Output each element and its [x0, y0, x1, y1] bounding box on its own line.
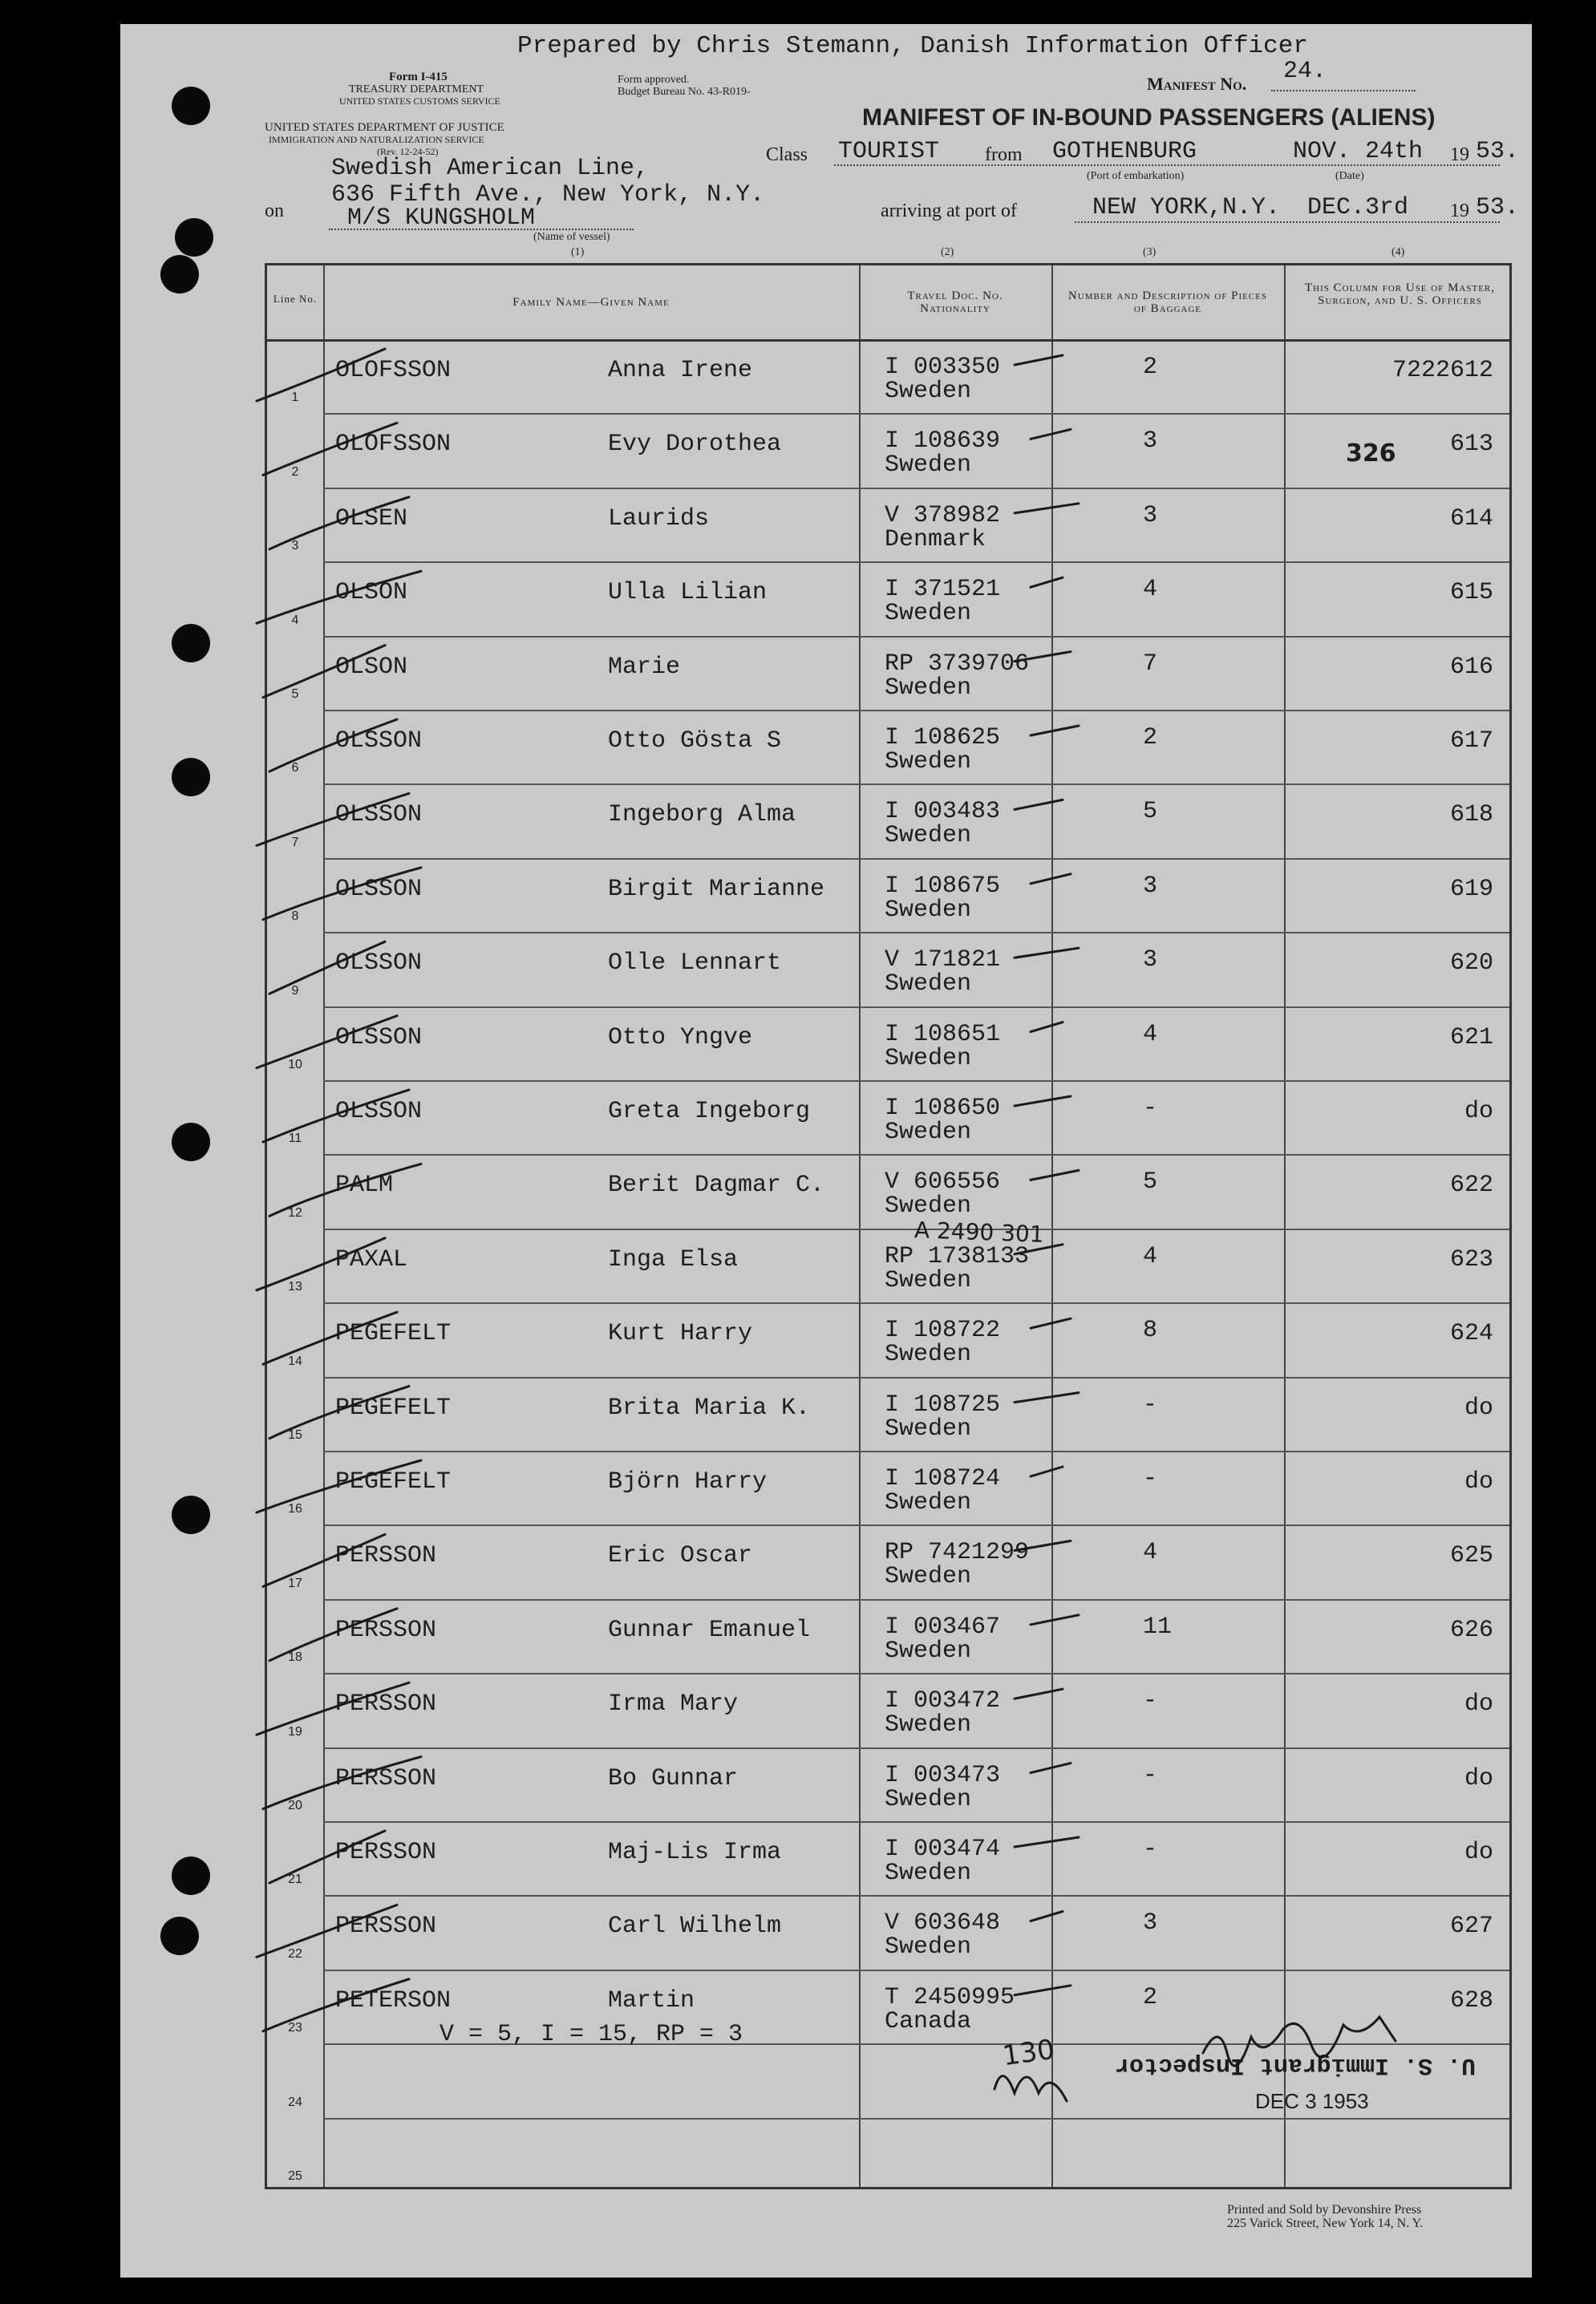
- punch-hole: [172, 1857, 210, 1895]
- line-number: 11: [288, 1132, 302, 1146]
- line-number: 12: [288, 1205, 302, 1220]
- punch-hole: [172, 624, 210, 662]
- class-label: Class: [766, 144, 808, 165]
- baggage-count: 3: [1143, 1909, 1158, 1938]
- family-name: OLOFSSON: [335, 357, 452, 384]
- nationality: Sweden: [885, 1044, 972, 1072]
- on-label: on: [265, 200, 284, 221]
- travel-doc-number: RP 3739706: [885, 650, 1030, 678]
- family-name: PERSSON: [335, 1764, 437, 1792]
- travel-doc-number: I 108675: [885, 872, 1001, 900]
- travel-doc-number: V 606556: [885, 1168, 1001, 1197]
- family-name: OLSON: [335, 653, 408, 681]
- travel-doc-number: I 003474: [885, 1836, 1001, 1863]
- line-number: 2: [291, 464, 299, 479]
- line-number: 19: [288, 1724, 302, 1739]
- column-number: (1): [571, 246, 585, 258]
- official-number: 621: [1449, 1023, 1493, 1051]
- given-name: Brita Maria K.: [608, 1394, 811, 1422]
- baggage-count: 4: [1143, 1539, 1158, 1567]
- nationality: Canada: [885, 2007, 972, 2035]
- family-name: PERSSON: [335, 1839, 437, 1866]
- given-name: Greta Ingeborg: [608, 1098, 811, 1125]
- manifest-number: 24.: [1283, 58, 1327, 85]
- manifest-number-label: Manifest No.: [1147, 74, 1247, 94]
- family-name: PETERSON: [335, 1986, 452, 2014]
- given-name: Olle Lennart: [608, 950, 782, 978]
- family-name: PERSSON: [335, 1542, 437, 1570]
- baggage-count: -: [1143, 1761, 1158, 1789]
- official-number: 628: [1449, 1986, 1493, 2014]
- travel-doc-number: I 371521: [885, 576, 1001, 604]
- departure-year: 53.: [1476, 138, 1520, 165]
- line-number: 22: [288, 1946, 302, 1961]
- given-name: Berit Dagmar C.: [608, 1172, 825, 1200]
- travel-doc-number: I 003473: [885, 1761, 1001, 1789]
- baggage-count: -: [1143, 1465, 1158, 1492]
- family-name: PALM: [335, 1172, 394, 1200]
- baggage-count: 5: [1143, 1168, 1158, 1197]
- given-name: Anna Irene: [608, 357, 753, 384]
- handwritten-alien-number: A 2490 301: [913, 1217, 1045, 1248]
- justice-line: (Rev. 12-24-52): [377, 146, 439, 157]
- nationality: Sweden: [885, 1933, 972, 1962]
- official-number: 626: [1449, 1616, 1493, 1644]
- header-baggage: Number and Description of Pieces of Baggage: [1067, 290, 1268, 315]
- header-officers: This Column for Use of Master, Surgeon, and U. S. Officers: [1304, 281, 1496, 307]
- year-prefix: 19: [1450, 144, 1469, 165]
- baggage-count: 5: [1143, 798, 1158, 826]
- nationality: Sweden: [885, 1341, 972, 1369]
- travel-doc-number: I 108722: [885, 1317, 1001, 1345]
- travel-doc-number: I 108724: [885, 1465, 1001, 1492]
- given-name: Irma Mary: [608, 1691, 739, 1719]
- baggage-count: 3: [1143, 872, 1158, 900]
- punch-hole: [160, 255, 199, 294]
- baggage-count: 4: [1143, 576, 1158, 604]
- given-name: Gunnar Emanuel: [608, 1616, 811, 1644]
- line-number: 13: [288, 1280, 302, 1294]
- official-number: do: [1464, 1394, 1493, 1422]
- class-value: TOURIST: [838, 138, 940, 165]
- nationality: Sweden: [885, 600, 972, 628]
- official-number: 623: [1449, 1245, 1493, 1273]
- line-number: 6: [291, 761, 299, 775]
- family-name: OLSSON: [335, 1023, 423, 1051]
- punch-hole: [160, 1917, 199, 1955]
- vessel-name: M/S KUNGSHOLM: [347, 204, 536, 232]
- departure-line: [834, 164, 1500, 166]
- official-number: 624: [1449, 1320, 1493, 1348]
- given-name: Martin: [608, 1986, 695, 2014]
- header-line-no: Line No.: [273, 293, 318, 305]
- line-number: 15: [288, 1428, 302, 1442]
- family-name: OLOFSSON: [335, 431, 452, 459]
- official-number: do: [1464, 1468, 1493, 1496]
- given-name: Inga Elsa: [608, 1245, 739, 1273]
- given-name: Kurt Harry: [608, 1320, 753, 1348]
- prepared-by-line: Prepared by Chris Stemann, Danish Information Officer: [517, 32, 1308, 60]
- official-number: 613: [1449, 431, 1493, 459]
- stamp-date: DEC 3 1953: [1255, 2089, 1369, 2113]
- nationality: Sweden: [885, 748, 972, 775]
- punch-hole: [172, 1123, 210, 1161]
- official-number: 627: [1449, 1913, 1493, 1941]
- totals-line: V = 5, I = 15, RP = 3: [440, 2021, 743, 2048]
- family-name: OLSEN: [335, 504, 408, 532]
- passenger-table: [265, 263, 1512, 2189]
- column-number: (3): [1143, 246, 1156, 258]
- baggage-count: -: [1143, 1391, 1158, 1419]
- handwritten-326: 326: [1346, 439, 1396, 468]
- given-name: Björn Harry: [608, 1468, 768, 1496]
- form-approved: Form approved.: [618, 74, 690, 86]
- nationality: Denmark: [885, 525, 986, 553]
- official-number: 614: [1449, 504, 1493, 532]
- nationality: Sweden: [885, 896, 972, 924]
- company-line: Swedish American Line,: [331, 155, 650, 182]
- family-name: OLSSON: [335, 801, 423, 829]
- official-number: 7222612: [1391, 357, 1493, 384]
- given-name: Ulla Lilian: [608, 579, 768, 607]
- line-number: 5: [291, 687, 299, 701]
- baggage-count: 3: [1143, 946, 1158, 974]
- vessel-line: [329, 229, 634, 230]
- column-number: (2): [941, 246, 954, 258]
- line-number: 10: [288, 1058, 302, 1071]
- baggage-count: 4: [1143, 1020, 1158, 1048]
- family-name: OLSON: [335, 579, 408, 607]
- line-number: 21: [288, 1873, 302, 1887]
- year-prefix: 19: [1450, 200, 1469, 221]
- baggage-count: 11: [1143, 1613, 1173, 1641]
- nationality: Sweden: [885, 970, 972, 998]
- family-name: OLSSON: [335, 875, 423, 903]
- baggage-count: -: [1143, 1836, 1158, 1863]
- travel-doc-number: I 108625: [885, 724, 1001, 751]
- header-name: Family Name—Given Name: [512, 296, 670, 309]
- line-number: 4: [291, 613, 299, 627]
- line-number: 7: [291, 835, 299, 849]
- justice-line: UNITED STATES DEPARTMENT OF JUSTICE: [265, 121, 504, 134]
- family-name: PERSSON: [335, 1691, 437, 1719]
- given-name: Evy Dorothea: [608, 431, 782, 459]
- baggage-count: 2: [1143, 354, 1158, 381]
- travel-doc-number: RP 1738133: [885, 1242, 1030, 1270]
- arrival-line: [1075, 221, 1500, 223]
- baggage-count: 3: [1143, 501, 1158, 529]
- family-name: PERSSON: [335, 1616, 437, 1644]
- family-name: PEGEFELT: [335, 1394, 452, 1422]
- official-number: 617: [1449, 727, 1493, 755]
- header-travel-doc: Travel Doc. No. Nationality: [907, 290, 1003, 315]
- company-line: 636 Fifth Ave., New York, N.Y.: [331, 181, 765, 209]
- family-name: OLSSON: [335, 950, 423, 978]
- handwritten-130: 130: [1000, 2033, 1057, 2073]
- travel-doc-number: V 378982: [885, 501, 1001, 529]
- line-number: 24: [288, 2095, 302, 2109]
- nationality: Sweden: [885, 1415, 972, 1443]
- travel-doc-number: V 171821: [885, 946, 1001, 974]
- manifest-number-line: [1271, 90, 1416, 91]
- family-name: OLSSON: [335, 1098, 423, 1125]
- nationality: Sweden: [885, 1785, 972, 1813]
- given-name: Marie: [608, 653, 681, 681]
- official-number: 616: [1449, 653, 1493, 681]
- punch-hole: [172, 758, 210, 796]
- inspector-stamp: U. S. Immigrant Inspector: [1115, 2051, 1477, 2079]
- baggage-count: 2: [1143, 724, 1158, 751]
- arrival-date: DEC.3rd: [1307, 194, 1409, 221]
- nationality: Sweden: [885, 1266, 972, 1294]
- nationality: Sweden: [885, 1489, 972, 1516]
- official-number: do: [1464, 1839, 1493, 1866]
- department-line: TREASURY DEPARTMENT: [349, 83, 484, 95]
- arriving-label: arriving at port of: [881, 200, 1017, 221]
- baggage-count: -: [1143, 1687, 1158, 1715]
- official-number: 622: [1449, 1172, 1493, 1200]
- family-name: PAXAL: [335, 1245, 408, 1273]
- column-number: (4): [1391, 246, 1405, 258]
- baggage-count: 4: [1143, 1242, 1158, 1270]
- budget-bureau: Budget Bureau No. 43-R019-: [618, 86, 751, 98]
- nationality: Sweden: [885, 1563, 972, 1591]
- official-number: 620: [1449, 950, 1493, 978]
- travel-doc-number: I 003472: [885, 1687, 1001, 1715]
- travel-doc-number: I 108650: [885, 1095, 1001, 1122]
- line-number: 17: [288, 1576, 302, 1590]
- line-number: 18: [288, 1650, 302, 1665]
- nationality: Sweden: [885, 1860, 972, 1887]
- line-number: 8: [291, 909, 299, 924]
- official-number: 618: [1449, 801, 1493, 829]
- justice-line: IMMIGRATION AND NATURALIZATION SERVICE: [269, 134, 484, 145]
- embarkation-port: GOTHENBURG: [1052, 138, 1197, 165]
- manifest-title: MANIFEST OF IN-BOUND PASSENGERS (ALIENS): [862, 104, 1436, 131]
- given-name: Otto Yngve: [608, 1023, 753, 1051]
- travel-doc-number: I 003350: [885, 354, 1001, 381]
- department-line: UNITED STATES CUSTOMS SERVICE: [339, 95, 500, 107]
- form-number: Form I-415: [389, 71, 448, 83]
- given-name: Laurids: [608, 504, 710, 532]
- official-number: 615: [1449, 579, 1493, 607]
- departure-date: NOV. 24th: [1293, 138, 1424, 165]
- family-name: PERSSON: [335, 1913, 437, 1941]
- official-number: do: [1464, 1764, 1493, 1792]
- travel-doc-number: I 108639: [885, 427, 1001, 456]
- travel-doc-number: T 2450995: [885, 1983, 1015, 2011]
- line-number: 1: [291, 391, 299, 405]
- travel-doc-number: V 603648: [885, 1909, 1001, 1938]
- nationality: Sweden: [885, 451, 972, 480]
- given-name: Ingeborg Alma: [608, 801, 796, 829]
- line-number: 23: [288, 2021, 302, 2035]
- line-number: 25: [288, 2169, 302, 2183]
- from-label: from: [985, 144, 1023, 165]
- line-number: 3: [291, 539, 299, 553]
- baggage-count: 2: [1143, 1983, 1158, 2011]
- given-name: Birgit Marianne: [608, 875, 825, 903]
- vessel-caption: (Name of vessel): [533, 231, 610, 243]
- nationality: Sweden: [885, 1711, 972, 1739]
- punch-hole: [172, 1496, 210, 1534]
- nationality: Sweden: [885, 1637, 972, 1665]
- punch-hole: [175, 218, 213, 257]
- line-number: 9: [291, 983, 299, 998]
- nationality: Sweden: [885, 674, 972, 702]
- line-number: 20: [288, 1799, 302, 1812]
- date-caption: (Date): [1335, 170, 1364, 182]
- baggage-count: 8: [1143, 1317, 1158, 1345]
- given-name: Eric Oscar: [608, 1542, 753, 1570]
- line-number: 16: [288, 1502, 302, 1516]
- baggage-count: -: [1143, 1095, 1158, 1122]
- printer-line: 225 Varick Street, New York 14, N. Y.: [1227, 2217, 1424, 2230]
- family-name: PEGEFELT: [335, 1320, 452, 1348]
- official-number: 625: [1449, 1542, 1493, 1570]
- official-number: do: [1464, 1098, 1493, 1125]
- arrival-port: NEW YORK,N.Y.: [1092, 194, 1281, 221]
- embarkation-caption: (Port of embarkation): [1087, 170, 1185, 182]
- travel-doc-number: I 108651: [885, 1020, 1001, 1048]
- punch-hole: [172, 87, 210, 125]
- family-name: OLSSON: [335, 727, 423, 755]
- given-name: Carl Wilhelm: [608, 1913, 782, 1941]
- baggage-count: 7: [1143, 650, 1158, 678]
- line-number: 14: [288, 1354, 302, 1368]
- nationality: Sweden: [885, 1192, 972, 1221]
- baggage-count: 3: [1143, 427, 1158, 456]
- family-name: PEGEFELT: [335, 1468, 452, 1496]
- given-name: Maj-Lis Irma: [608, 1839, 782, 1866]
- nationality: Sweden: [885, 378, 972, 405]
- nationality: Sweden: [885, 1119, 972, 1146]
- official-number: 619: [1449, 875, 1493, 903]
- nationality: Sweden: [885, 822, 972, 850]
- arrival-year: 53.: [1476, 194, 1520, 221]
- given-name: Bo Gunnar: [608, 1764, 739, 1792]
- travel-doc-number: I 108725: [885, 1391, 1001, 1419]
- travel-doc-number: RP 7421299: [885, 1539, 1030, 1567]
- official-number: do: [1464, 1691, 1493, 1719]
- travel-doc-number: I 003483: [885, 798, 1001, 826]
- given-name: Otto Gösta S: [608, 727, 782, 755]
- travel-doc-number: I 003467: [885, 1613, 1001, 1641]
- printer-line: Printed and Sold by Devonshire Press: [1227, 2203, 1422, 2217]
